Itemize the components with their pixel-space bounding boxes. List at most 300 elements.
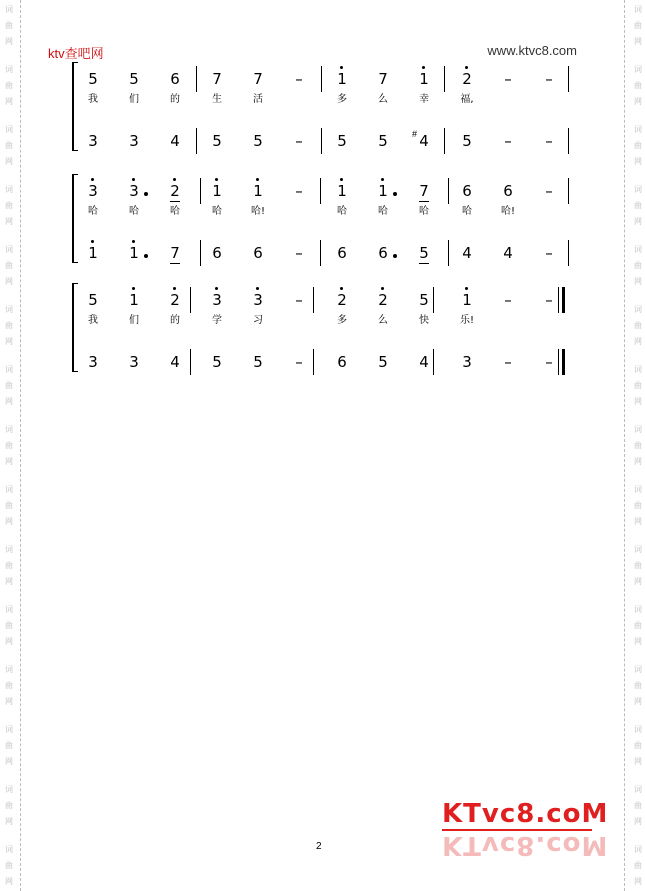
watermark-char: 词 bbox=[5, 725, 13, 734]
watermark-char: 词 bbox=[634, 65, 642, 74]
watermark-char: 曲 bbox=[5, 801, 13, 810]
melody-note bbox=[542, 182, 556, 200]
lyric-syllable: 幸 bbox=[419, 94, 429, 105]
watermark-char: 网 bbox=[5, 397, 13, 406]
note-digit: – bbox=[545, 353, 553, 371]
harmony-note bbox=[127, 132, 141, 150]
watermark-char: 词 bbox=[634, 485, 642, 494]
high-octave-dot bbox=[465, 287, 468, 290]
barline bbox=[448, 178, 449, 204]
harmony-note bbox=[292, 353, 306, 371]
melody-note bbox=[168, 291, 182, 309]
barline bbox=[313, 349, 314, 375]
note-digit: 5 bbox=[253, 132, 263, 150]
watermark-char: 词 bbox=[5, 605, 13, 614]
high-octave-dot bbox=[173, 178, 176, 181]
note-digit: – bbox=[504, 70, 512, 88]
harmony-note bbox=[168, 244, 182, 262]
harmony-note bbox=[210, 353, 224, 371]
barline bbox=[444, 66, 445, 92]
watermark-char: 曲 bbox=[5, 441, 13, 450]
lyric-syllable: 多 bbox=[337, 94, 347, 105]
note-digit: 3 bbox=[462, 353, 472, 371]
note-digit: 2 bbox=[378, 291, 388, 309]
lyric-syllable: 学 bbox=[212, 315, 222, 326]
barline bbox=[313, 287, 314, 313]
watermark-char: 曲 bbox=[634, 441, 642, 450]
melody-note bbox=[210, 70, 224, 88]
watermark-char: 曲 bbox=[634, 741, 642, 750]
augmentation-dot bbox=[393, 192, 397, 196]
melody-note bbox=[251, 291, 265, 309]
lyric-syllable: 哈 bbox=[212, 206, 222, 217]
watermark-char: 网 bbox=[634, 337, 642, 346]
barline-final-thick bbox=[562, 287, 565, 313]
watermark-char: 词 bbox=[5, 545, 13, 554]
melody-note bbox=[251, 182, 265, 200]
harmony-note bbox=[168, 353, 182, 371]
note-digit: 3 bbox=[212, 291, 222, 309]
harmony-note bbox=[417, 353, 431, 371]
logo-reflection: KTvc8.coM bbox=[442, 830, 609, 860]
note-digit: – bbox=[504, 132, 512, 150]
lyric-syllable: 我 bbox=[88, 315, 98, 326]
watermark-char: 曲 bbox=[5, 681, 13, 690]
watermark-char: 曲 bbox=[5, 21, 13, 30]
note-digit: 6 bbox=[212, 244, 222, 262]
watermark-char: 词 bbox=[5, 425, 13, 434]
note-digit: – bbox=[545, 244, 553, 262]
watermark-char: 词 bbox=[5, 125, 13, 134]
note-digit: 5 bbox=[378, 132, 388, 150]
lyric-syllable: 们 bbox=[129, 94, 139, 105]
note-digit: 1 bbox=[88, 244, 98, 262]
barline bbox=[190, 287, 191, 313]
barline bbox=[320, 240, 321, 266]
high-octave-dot bbox=[422, 66, 425, 69]
harmony-note bbox=[335, 353, 349, 371]
watermark-char: 曲 bbox=[634, 261, 642, 270]
watermark-char: 曲 bbox=[5, 381, 13, 390]
harmony-note bbox=[168, 132, 182, 150]
melody-note bbox=[460, 70, 474, 88]
harmony-note bbox=[210, 244, 224, 262]
watermark-char: 网 bbox=[634, 817, 642, 826]
lyric-syllable: 哈 bbox=[337, 206, 347, 217]
melody-note bbox=[86, 70, 100, 88]
lyric-syllable: 哈 bbox=[462, 206, 472, 217]
lyric-syllable: 习 bbox=[253, 315, 263, 326]
lyric-syllable: 哈 bbox=[129, 206, 139, 217]
eighth-underline bbox=[170, 263, 180, 264]
watermark-char: 词 bbox=[5, 665, 13, 674]
high-octave-dot bbox=[91, 178, 94, 181]
note-digit: 1 bbox=[253, 182, 263, 200]
watermark-char: 网 bbox=[5, 517, 13, 526]
watermark-char: 网 bbox=[5, 817, 13, 826]
harmony-note bbox=[210, 132, 224, 150]
lyric-syllable: 哈! bbox=[250, 206, 265, 217]
watermark-char: 曲 bbox=[634, 681, 642, 690]
note-digit: – bbox=[545, 291, 553, 309]
note-digit: 4 bbox=[419, 132, 429, 150]
brace-hook bbox=[72, 150, 78, 151]
harmony-note bbox=[376, 132, 390, 150]
system-brace bbox=[72, 174, 74, 262]
note-digit: 7 bbox=[378, 70, 388, 88]
watermark-char: 词 bbox=[634, 605, 642, 614]
watermark-char: 曲 bbox=[634, 321, 642, 330]
high-octave-dot bbox=[91, 240, 94, 243]
melody-note bbox=[501, 182, 515, 200]
melody-note bbox=[210, 291, 224, 309]
lyric-syllable: 哈! bbox=[500, 206, 515, 217]
barline bbox=[196, 128, 197, 154]
harmony-note bbox=[251, 353, 265, 371]
note-digit: 1 bbox=[337, 182, 347, 200]
watermark-char: 词 bbox=[5, 185, 13, 194]
harmony-note bbox=[292, 244, 306, 262]
watermark-char: 词 bbox=[634, 185, 642, 194]
lyric-syllable: 多 bbox=[337, 315, 347, 326]
watermark-char: 曲 bbox=[634, 81, 642, 90]
note-digit: – bbox=[545, 132, 553, 150]
high-octave-dot bbox=[256, 178, 259, 181]
barline-final-thick bbox=[562, 349, 565, 375]
harmony-note bbox=[335, 132, 349, 150]
melody-note bbox=[127, 291, 141, 309]
melody-note bbox=[542, 70, 556, 88]
melody-note bbox=[376, 182, 390, 200]
barline bbox=[433, 349, 434, 375]
harmony-note bbox=[335, 244, 349, 262]
note-digit: 3 bbox=[129, 182, 139, 200]
barline bbox=[568, 178, 569, 204]
watermark-char: 网 bbox=[634, 397, 642, 406]
watermark-char: 曲 bbox=[634, 21, 642, 30]
melody-note bbox=[168, 182, 182, 200]
high-octave-dot bbox=[381, 287, 384, 290]
watermark-char: 词 bbox=[634, 665, 642, 674]
watermark-char: 曲 bbox=[634, 141, 642, 150]
melody-note bbox=[127, 182, 141, 200]
note-digit: 1 bbox=[378, 182, 388, 200]
high-octave-dot bbox=[132, 178, 135, 181]
melody-note bbox=[417, 70, 431, 88]
note-digit: – bbox=[545, 70, 553, 88]
watermark-char: 网 bbox=[5, 157, 13, 166]
watermark-char: 词 bbox=[634, 365, 642, 374]
watermark-char: 词 bbox=[5, 305, 13, 314]
barline bbox=[200, 178, 201, 204]
eighth-underline bbox=[419, 201, 429, 202]
high-octave-dot bbox=[215, 178, 218, 181]
note-digit: 1 bbox=[129, 291, 139, 309]
watermark-char: 词 bbox=[634, 845, 642, 854]
watermark-char: 网 bbox=[634, 757, 642, 766]
augmentation-dot bbox=[144, 192, 148, 196]
note-digit: 2 bbox=[170, 182, 180, 200]
watermark-char: 曲 bbox=[5, 741, 13, 750]
harmony-note bbox=[460, 244, 474, 262]
lyric-syllable: 的 bbox=[170, 94, 180, 105]
harmony-note bbox=[292, 132, 306, 150]
barline bbox=[444, 128, 445, 154]
note-digit: 6 bbox=[503, 182, 513, 200]
note-digit: 5 bbox=[88, 70, 98, 88]
site-name-header: ktv查吧网 bbox=[48, 46, 104, 61]
melody-note bbox=[376, 70, 390, 88]
system-brace bbox=[72, 62, 74, 150]
barline bbox=[568, 66, 569, 92]
watermark-char: 网 bbox=[634, 577, 642, 586]
note-digit: 1 bbox=[337, 70, 347, 88]
harmony-note bbox=[460, 132, 474, 150]
note-digit: 6 bbox=[462, 182, 472, 200]
note-digit: 5 bbox=[129, 70, 139, 88]
note-digit: 5 bbox=[253, 353, 263, 371]
barline bbox=[568, 240, 569, 266]
watermark-char: 词 bbox=[634, 305, 642, 314]
note-digit: 3 bbox=[88, 132, 98, 150]
watermark-char: 曲 bbox=[5, 501, 13, 510]
note-digit: 5 bbox=[462, 132, 472, 150]
site-url-header: www.ktvc8.com bbox=[487, 43, 577, 58]
note-digit: 4 bbox=[419, 353, 429, 371]
melody-note bbox=[210, 182, 224, 200]
watermark-char: 曲 bbox=[634, 381, 642, 390]
watermark-char: 网 bbox=[5, 37, 13, 46]
watermark-char: 网 bbox=[634, 97, 642, 106]
note-digit: 4 bbox=[503, 244, 513, 262]
watermark-char: 词 bbox=[5, 65, 13, 74]
watermark-char: 网 bbox=[634, 37, 642, 46]
lyric-syllable: 哈 bbox=[419, 206, 429, 217]
watermark-char: 曲 bbox=[5, 861, 13, 870]
high-octave-dot bbox=[340, 178, 343, 181]
brace-hook bbox=[72, 283, 78, 284]
barline-final-thin bbox=[558, 349, 559, 375]
note-digit: 2 bbox=[337, 291, 347, 309]
watermark-char: 网 bbox=[5, 217, 13, 226]
note-digit: 6 bbox=[337, 353, 347, 371]
watermark-char: 网 bbox=[5, 577, 13, 586]
note-digit: – bbox=[504, 353, 512, 371]
note-digit: – bbox=[295, 353, 303, 371]
melody-note bbox=[460, 291, 474, 309]
melody-note bbox=[86, 291, 100, 309]
note-digit: 7 bbox=[419, 182, 429, 200]
brace-hook bbox=[72, 62, 78, 63]
lyric-syllable: 我 bbox=[88, 94, 98, 105]
melody-note bbox=[127, 70, 141, 88]
melody-note bbox=[417, 182, 431, 200]
high-octave-dot bbox=[215, 287, 218, 290]
watermark-char: 曲 bbox=[5, 321, 13, 330]
watermark-char: 曲 bbox=[634, 621, 642, 630]
watermark-char: 曲 bbox=[634, 561, 642, 570]
watermark-char: 曲 bbox=[5, 621, 13, 630]
note-digit: 3 bbox=[129, 132, 139, 150]
note-digit: 3 bbox=[88, 182, 98, 200]
harmony-note bbox=[127, 244, 141, 262]
harmony-note bbox=[501, 244, 515, 262]
melody-note bbox=[501, 291, 515, 309]
lyric-syllable: 乐! bbox=[459, 315, 474, 326]
barline bbox=[433, 287, 434, 313]
high-octave-dot bbox=[465, 66, 468, 69]
barline bbox=[321, 128, 322, 154]
note-digit: 6 bbox=[253, 244, 263, 262]
watermark-char: 曲 bbox=[634, 501, 642, 510]
watermark-char: 网 bbox=[634, 697, 642, 706]
watermark-char: 词 bbox=[5, 365, 13, 374]
melody-note bbox=[335, 182, 349, 200]
barline bbox=[448, 240, 449, 266]
note-digit: 4 bbox=[170, 353, 180, 371]
barline bbox=[568, 128, 569, 154]
watermark-char: 网 bbox=[634, 877, 642, 886]
harmony-note bbox=[86, 244, 100, 262]
note-digit: 5 bbox=[212, 132, 222, 150]
lyric-syllable: 生 bbox=[212, 94, 222, 105]
watermark-char: 网 bbox=[634, 277, 642, 286]
brace-hook bbox=[72, 371, 78, 372]
melody-note bbox=[417, 291, 431, 309]
note-digit: – bbox=[545, 182, 553, 200]
watermark-char: 词 bbox=[5, 5, 13, 14]
melody-note bbox=[501, 70, 515, 88]
watermark-char: 曲 bbox=[634, 861, 642, 870]
note-digit: 3 bbox=[129, 353, 139, 371]
watermark-char: 网 bbox=[5, 97, 13, 106]
note-digit: 6 bbox=[378, 244, 388, 262]
watermark-char: 网 bbox=[5, 757, 13, 766]
site-logo bbox=[442, 799, 609, 870]
note-digit: 4 bbox=[170, 132, 180, 150]
note-digit: 3 bbox=[88, 353, 98, 371]
harmony-note bbox=[542, 353, 556, 371]
watermark-char: 曲 bbox=[5, 141, 13, 150]
watermark-char: 词 bbox=[634, 425, 642, 434]
sharp-sign: # bbox=[412, 129, 418, 139]
system-brace bbox=[72, 283, 74, 371]
watermark-char: 词 bbox=[634, 5, 642, 14]
note-digit: 2 bbox=[462, 70, 472, 88]
note-digit: 3 bbox=[253, 291, 263, 309]
lyric-syllable: 福, bbox=[460, 94, 474, 105]
high-octave-dot bbox=[132, 240, 135, 243]
watermark-char: 网 bbox=[5, 337, 13, 346]
harmony-note bbox=[251, 132, 265, 150]
watermark-char: 网 bbox=[5, 277, 13, 286]
watermark-char: 曲 bbox=[634, 801, 642, 810]
lyric-syllable: 么 bbox=[378, 94, 388, 105]
harmony-note bbox=[376, 244, 390, 262]
eighth-underline bbox=[419, 263, 429, 264]
melody-note bbox=[335, 291, 349, 309]
watermark-char: 网 bbox=[5, 697, 13, 706]
logo-text: KTvc8.coM bbox=[442, 799, 609, 829]
watermark-char: 词 bbox=[5, 785, 13, 794]
watermark-char: 词 bbox=[634, 125, 642, 134]
lyric-syllable: 么 bbox=[378, 315, 388, 326]
note-digit: – bbox=[295, 244, 303, 262]
harmony-note bbox=[127, 353, 141, 371]
lyric-syllable: 快 bbox=[419, 315, 429, 326]
watermark-char: 曲 bbox=[634, 201, 642, 210]
harmony-note bbox=[501, 132, 515, 150]
augmentation-dot bbox=[144, 254, 148, 258]
watermark-char: 网 bbox=[634, 517, 642, 526]
barline bbox=[320, 178, 321, 204]
watermark-char: 网 bbox=[634, 637, 642, 646]
lyric-syllable: 哈 bbox=[378, 206, 388, 217]
note-digit: 1 bbox=[462, 291, 472, 309]
watermark-char: 曲 bbox=[5, 561, 13, 570]
note-digit: 7 bbox=[212, 70, 222, 88]
watermark-char: 词 bbox=[5, 245, 13, 254]
high-octave-dot bbox=[256, 287, 259, 290]
note-digit: 1 bbox=[419, 70, 429, 88]
watermark-char: 网 bbox=[634, 157, 642, 166]
note-digit: 7 bbox=[170, 244, 180, 262]
melody-note bbox=[460, 182, 474, 200]
harmony-note bbox=[417, 132, 431, 150]
note-digit: 5 bbox=[378, 353, 388, 371]
brace-hook bbox=[72, 174, 78, 175]
melody-note bbox=[86, 182, 100, 200]
note-digit: 4 bbox=[462, 244, 472, 262]
harmony-note bbox=[86, 353, 100, 371]
harmony-note bbox=[501, 353, 515, 371]
high-octave-dot bbox=[340, 287, 343, 290]
watermark-char: 词 bbox=[634, 725, 642, 734]
high-octave-dot bbox=[173, 287, 176, 290]
page-number: 2 bbox=[316, 841, 322, 852]
lyric-syllable: 哈 bbox=[170, 206, 180, 217]
melody-note bbox=[542, 291, 556, 309]
note-digit: 1 bbox=[129, 244, 139, 262]
lyric-syllable: 们 bbox=[129, 315, 139, 326]
note-digit: 1 bbox=[212, 182, 222, 200]
note-digit: 5 bbox=[88, 291, 98, 309]
augmentation-dot bbox=[393, 254, 397, 258]
melody-note bbox=[335, 70, 349, 88]
harmony-note bbox=[542, 132, 556, 150]
barline bbox=[200, 240, 201, 266]
harmony-note bbox=[86, 132, 100, 150]
barline bbox=[196, 66, 197, 92]
harmony-note bbox=[542, 244, 556, 262]
barline bbox=[190, 349, 191, 375]
melody-note bbox=[251, 70, 265, 88]
watermark-char: 网 bbox=[634, 217, 642, 226]
note-digit: 6 bbox=[170, 70, 180, 88]
melody-note bbox=[168, 70, 182, 88]
brace-hook bbox=[72, 262, 78, 263]
harmony-note bbox=[417, 244, 431, 262]
note-digit: – bbox=[295, 70, 303, 88]
watermark-char: 网 bbox=[5, 877, 13, 886]
high-octave-dot bbox=[340, 66, 343, 69]
barline bbox=[321, 66, 322, 92]
note-digit: 7 bbox=[253, 70, 263, 88]
watermark-char: 词 bbox=[5, 485, 13, 494]
watermark-char: 网 bbox=[634, 457, 642, 466]
lyric-syllable: 哈 bbox=[88, 206, 98, 217]
note-digit: 6 bbox=[337, 244, 347, 262]
